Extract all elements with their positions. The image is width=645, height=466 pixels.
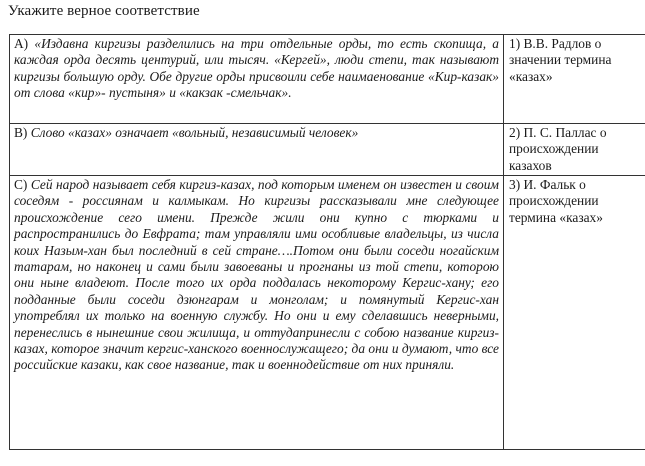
quote-text: Слово «казах» означает «вольный, независимый человек» (30, 125, 359, 140)
table-row (10, 176, 645, 450)
quote-cell-a (10, 35, 504, 124)
table-row (10, 124, 645, 176)
answer-cell-3 (504, 176, 645, 450)
answer-text: 3) И. Фальк о происхождении термина «казах» (509, 177, 603, 225)
table-row (10, 35, 645, 124)
row-letter: С) (14, 177, 28, 192)
matching-table (9, 34, 645, 450)
quote-text: «Издавна киргизы разделились на три отдельные орды, то есть скопища, а каждая орда десять центурий, или тысяч. «Кергей», люди степи, так называют киргизы большую орду. Обе другие орды присвоили себе наимаенование «Кир-казак» от слова «кир»- пустыня» и «какзак -смельчак». (14, 36, 499, 101)
quote-cell-c (10, 176, 504, 450)
answer-text: 2) П. С. Паллас о происхождении казахов (509, 125, 607, 173)
quote-text: Сей народ называет себя киргиз-казах, под которым именем он известен и своим соседям - россиянам и калмыкам. Но киргизы рассказывали мне следующее происхождение сего имени. Прежде жили они купно с тюрками и распространились до Евфрата; там управляли ими особливые владельцы, из числа коих Назым-хан был последний в сей стране….Потом они были соседи ногайским татарам, но наконец и сами были завоеваны и прогнаны из той степи, которою они ныне владеют. После того их орда поддалась некоторому Кергис-хану; его подданные были соседи дзюнгарам и монголам; и помянутый Кергис-хан употреблял их только на военную службу. Но они и ему сделавшись неверными, перенеслись в нынешние свои жилища, и оттудапринесли с собою название киргиз-казах, которое значит кергис-ханского военнослужащего; да они и думают, что все российские казаки, как свое название, так и военнодействие от них приняли. (14, 177, 499, 373)
answer-cell-2 (504, 124, 645, 176)
row-letter: В) (14, 125, 28, 140)
row-letter: А) (14, 36, 29, 51)
answer-text: 1) В.В. Радлов о значении термина «казах» (509, 36, 612, 84)
quote-cell-b (10, 124, 504, 176)
page-title: Укажите верное соответствие (8, 3, 200, 19)
answer-cell-1 (504, 35, 645, 124)
